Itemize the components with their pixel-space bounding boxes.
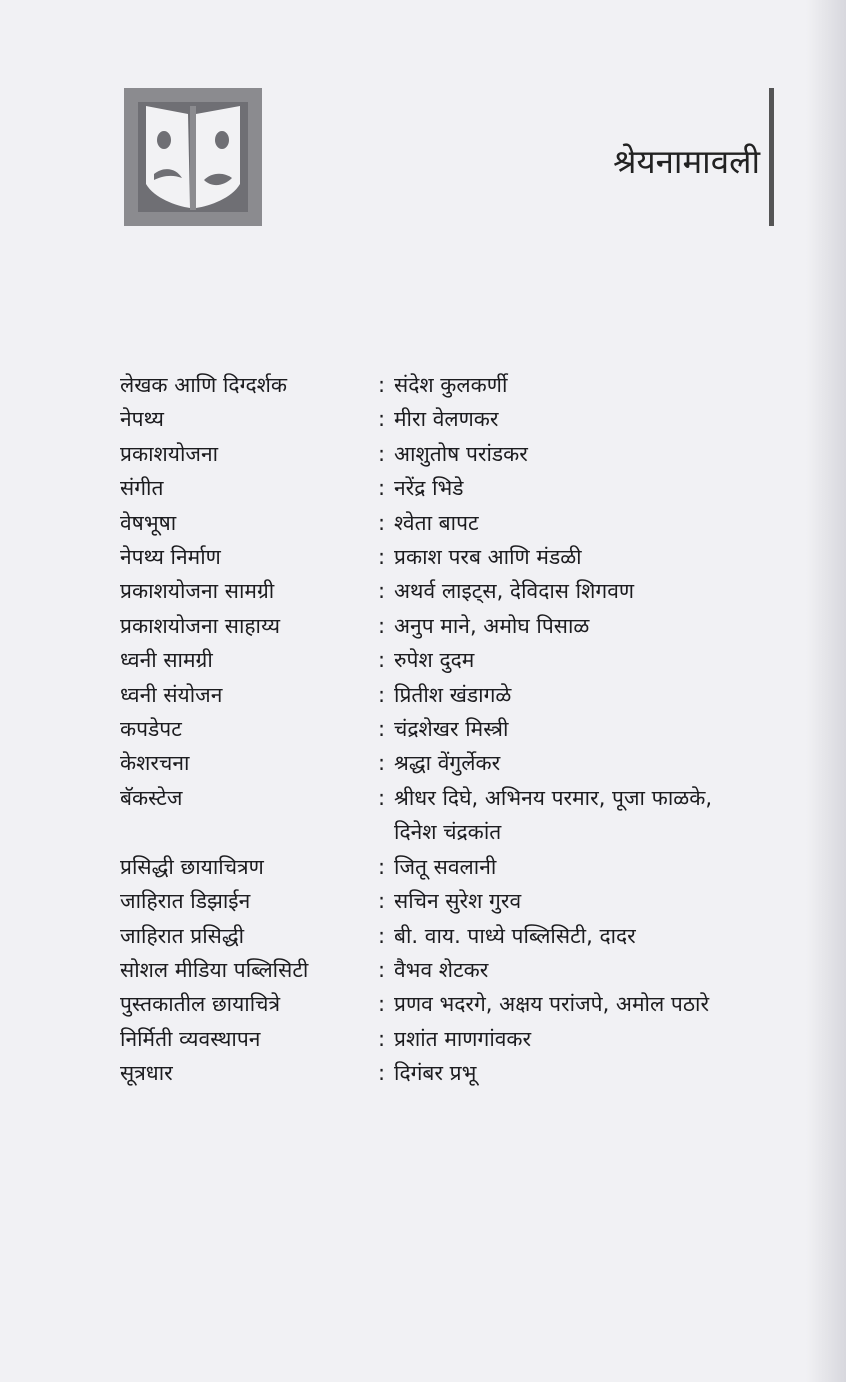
credit-separator: : (378, 579, 386, 604)
credit-names (394, 1056, 810, 1090)
credit-names (394, 437, 810, 471)
credit-name-line: प्रितीश खंडागळे (394, 682, 512, 707)
credit-row (120, 953, 810, 987)
credit-names (394, 471, 810, 505)
credit-role: ध्वनी सामग्री (120, 648, 213, 673)
credit-role: केशरचना (120, 751, 190, 776)
credit-row (120, 506, 810, 540)
credit-names (394, 574, 810, 608)
credit-role: सोशल मीडिया पब्लिसिटी (120, 957, 309, 982)
credit-row (120, 437, 810, 471)
credit-names (394, 1022, 810, 1056)
credit-name-line: श्रीधर दिघे, अभिनय परमार, पूजा फाळके, (394, 785, 713, 810)
credit-name-line: आशुतोष परांडकर (394, 441, 528, 466)
credit-separator: : (378, 889, 386, 914)
credit-separator: : (378, 648, 386, 673)
credit-separator: : (378, 1026, 386, 1051)
credit-name-line: जितू सवलानी (394, 854, 497, 879)
credit-name-line: वैभव शेटकर (394, 957, 489, 982)
credit-separator: : (378, 1061, 386, 1086)
credit-role: ध्वनी संयोजन (120, 682, 223, 707)
credit-names (394, 987, 810, 1021)
credit-name-line: अनुप माने, अमोघ पिसाळ (394, 613, 590, 638)
credit-separator: : (378, 957, 386, 982)
credit-name-line: प्रकाश परब आणि मंडळी (394, 545, 582, 570)
credit-role: संगीत (120, 476, 164, 501)
credit-names (394, 609, 810, 643)
credit-names (394, 850, 810, 884)
credit-row (120, 1022, 810, 1056)
credit-role: बॅकस्टेज (120, 785, 183, 810)
credit-row (120, 746, 810, 780)
credit-role: जाहिरात डिझाईन (120, 889, 251, 914)
credit-name-line: प्रणव भदरगे, अक्षय परांजपे, अमोल पठारे (394, 992, 710, 1017)
credit-name-line: दिगंबर प्रभू (394, 1061, 477, 1086)
page-title: श्रेयनामावली (613, 142, 760, 181)
credit-name-line: श्वेता बापट (394, 510, 479, 535)
credit-role: प्रसिद्धी छायाचित्रण (120, 854, 264, 879)
credit-separator: : (378, 545, 386, 570)
credit-separator: : (378, 923, 386, 948)
credit-names (394, 643, 810, 677)
credit-names (394, 919, 810, 953)
credit-role: वेषभूषा (120, 510, 177, 535)
credit-role: लेखक आणि दिग्दर्शक (120, 373, 288, 397)
credit-names (394, 506, 810, 540)
credit-separator: : (378, 682, 386, 707)
credit-names (394, 781, 810, 850)
credit-row (120, 884, 810, 918)
credit-name-line: प्रशांत माणगांवकर (394, 1026, 532, 1051)
credit-role: प्रकाशयोजना (120, 441, 219, 466)
credit-row (120, 781, 810, 850)
credit-name-line: नरेंद्र भिडे (394, 476, 464, 501)
credit-names (394, 540, 810, 574)
credit-name-line: श्रद्धा वेंगुर्लेकर (394, 751, 501, 776)
credit-name-line: मीरा वेलणकर (394, 407, 499, 432)
credit-name-line: दिनेश चंद्रकांत (394, 820, 502, 845)
credit-row (120, 368, 810, 402)
credit-role: प्रकाशयोजना सामग्री (120, 579, 275, 604)
credit-names (394, 953, 810, 987)
credit-role: प्रकाशयोजना साहाय्य (120, 613, 281, 638)
credit-role: निर्मिती व्यवस्थापन (120, 1026, 261, 1051)
credit-names (394, 884, 810, 918)
theatre-masks-icon (124, 88, 262, 226)
credits-list (120, 368, 810, 1091)
credit-role: सूत्रधार (120, 1061, 173, 1086)
credit-separator: : (378, 407, 386, 432)
credit-separator: : (378, 476, 386, 501)
credit-row (120, 678, 810, 712)
credit-name-line: चंद्रशेखर मिस्त्री (394, 717, 509, 742)
credit-role: कपडेपट (120, 717, 182, 742)
credit-row (120, 471, 810, 505)
credit-role: पुस्तकातील छायाचित्रे (120, 992, 281, 1017)
credit-separator: : (378, 854, 386, 879)
credit-separator: : (378, 613, 386, 638)
credit-separator: : (378, 992, 386, 1017)
credit-separator: : (378, 785, 386, 810)
credit-row (120, 850, 810, 884)
credit-name-line: संदेश कुलकर्णी (394, 373, 508, 397)
credit-role: नेपथ्य निर्माण (120, 545, 221, 570)
credit-names (394, 402, 810, 436)
credit-names (394, 746, 810, 780)
credit-separator: : (378, 373, 386, 397)
credit-row (120, 540, 810, 574)
credit-separator: : (378, 717, 386, 742)
credit-role: नेपथ्य (120, 407, 164, 432)
credit-name-line: बी. वाय. पाध्ये पब्लिसिटी, दादर (394, 923, 636, 948)
credit-names (394, 712, 810, 746)
credit-names (394, 678, 810, 712)
credit-separator: : (378, 751, 386, 776)
credit-name-line: सचिन सुरेश गुरव (394, 889, 522, 914)
credit-name-line: अथर्व लाइट्स, देविदास शिगवण (394, 579, 635, 604)
page-edge-shade (806, 0, 846, 1382)
credit-row (120, 574, 810, 608)
title-rule (769, 88, 774, 226)
credit-row (120, 987, 810, 1021)
credit-role: जाहिरात प्रसिद्धी (120, 923, 245, 948)
credit-separator: : (378, 441, 386, 466)
credit-row (120, 712, 810, 746)
credit-row (120, 1056, 810, 1090)
credit-separator: : (378, 510, 386, 535)
credit-row (120, 402, 810, 436)
credit-names (394, 368, 810, 402)
credit-row (120, 609, 810, 643)
credit-row (120, 643, 810, 677)
credit-row (120, 919, 810, 953)
credit-name-line: रुपेश दुदम (394, 648, 475, 673)
